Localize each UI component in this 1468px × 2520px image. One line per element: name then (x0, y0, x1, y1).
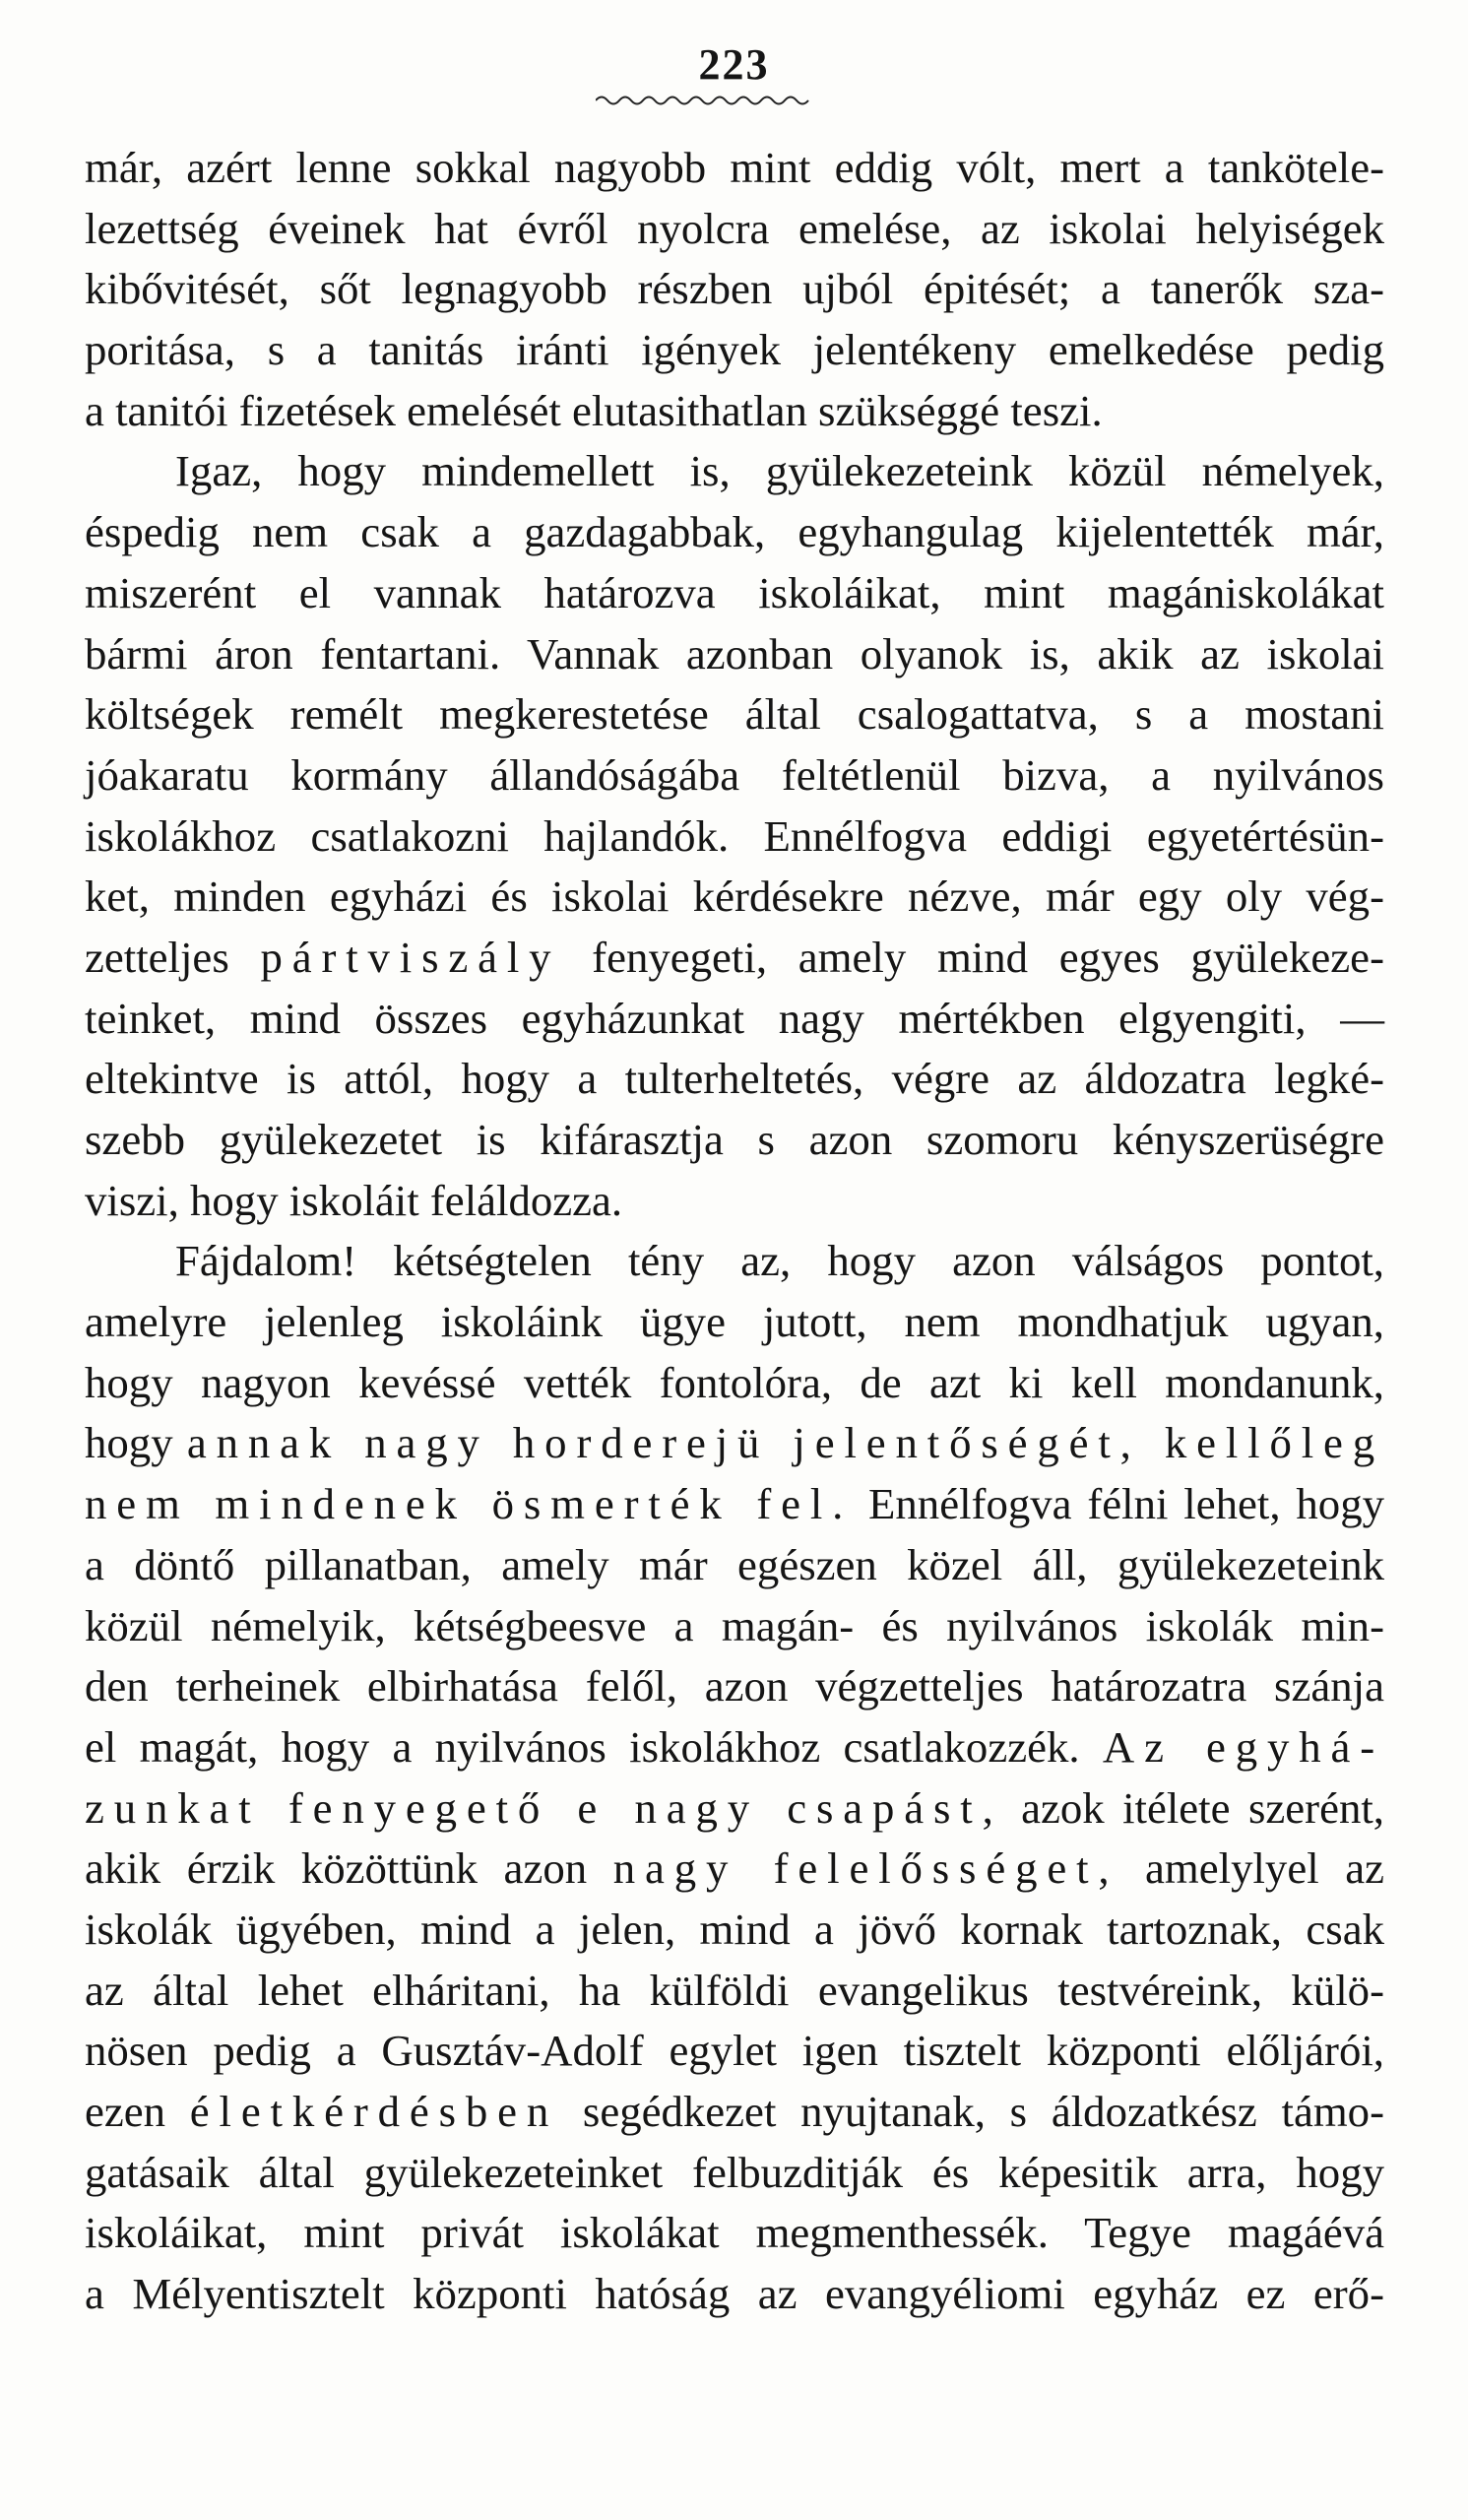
text-segment: teinket, mind összes egyházunkat nagy mértékben elgyengiti, — (85, 993, 1384, 1043)
text-line (85, 745, 1384, 807)
text-line (85, 1171, 1384, 1232)
text-line (85, 807, 1384, 868)
text-segment: akik érzik közöttünk azon (85, 1843, 613, 1894)
text-line (85, 1292, 1384, 1353)
text-line (85, 1353, 1384, 1414)
text-line (85, 1110, 1384, 1171)
text-line (85, 1778, 1384, 1840)
text-line (85, 1474, 1384, 1535)
text-segment: fenyegeti, amely mind egyes gyülekeze- (560, 932, 1384, 982)
body-text (85, 138, 1384, 2325)
text-segment: Fájdalom! kétségtelen tény az, hogy azon válságos pontot, (175, 1236, 1384, 1286)
text-segment: szebb gyülekezetet is kifárasztja s azon szomoru kényszerüségre (85, 1115, 1384, 1164)
text-segment: nösen pedig a Gusztáv-Adolf egylet igen tisztelt központi előljárói, (85, 2026, 1384, 2076)
spaced-emphasis: nagy felelősséget, (612, 1843, 1119, 1894)
text-line (85, 684, 1384, 745)
text-segment: közül némelyik, kétségbeesve a magán- és nyilvános iskolák min- (85, 1600, 1384, 1650)
text-segment: segédkezet nyujtanak, s áldozatkész támo- (558, 2087, 1384, 2136)
text-line (85, 2143, 1384, 2204)
page-number: 223 (698, 40, 770, 89)
text-segment: jóakaratu kormány állandóságába feltétlenül bizva, a nyilvános (85, 749, 1384, 800)
text-segment: Ennélfogva félni lehet, hogy (853, 1479, 1384, 1529)
text-segment: már, azért lenne sokkal nagyobb mint eddig vólt, mert a tankötele- (85, 143, 1384, 192)
text-line (85, 441, 1384, 502)
text-line (85, 2021, 1384, 2082)
text-segment: iskolák ügyében, mind a jelen, mind a jövő kornak tartoznak, csak (85, 1904, 1384, 1954)
text-segment: lezettség éveinek hat évről nyolcra emelése, az iskolai helyiségek (85, 203, 1384, 253)
text-segment: zetteljes (85, 932, 261, 982)
text-segment: gatásaik által gyülekezeteinket felbuzditják és képesitik arra, hogy (85, 2147, 1384, 2197)
text-segment: a döntő pillanatban, amely már egészen közel áll, gyülekezeteink (85, 1539, 1384, 1589)
text-line (85, 867, 1384, 928)
text-segment: kibővitését, sőt legnagyobb részben ujból épitését; a tanerők sza- (85, 264, 1384, 314)
text-segment: eltekintve is attól, hogy a tulterheltetés, végre az áldozatra legké- (85, 1054, 1384, 1104)
text-segment: bármi áron fentartani. Vannak azonban olyanok is, akik az iskolai (85, 628, 1384, 678)
spaced-emphasis: életkérdésben (189, 2087, 559, 2136)
text-line (85, 2203, 1384, 2264)
text-line (85, 1900, 1384, 1961)
text-line (85, 1717, 1384, 1778)
text-segment: poritása, s a tanitás iránti igények jelentékeny emelkedése pedig (85, 325, 1384, 375)
text-segment: Igaz, hogy mindemellett is, gyülekezeteink közül némelyek, (175, 446, 1384, 496)
text-line (85, 199, 1384, 260)
text-segment: viszi, hogy iskoláit feláldozza. (85, 1175, 623, 1225)
text-segment: ezen (85, 2087, 190, 2136)
text-segment: a tanitói fizetések emelését elutasithatlan szükséggé teszi. (85, 385, 1103, 435)
spaced-emphasis: Az egyhá- (1102, 1721, 1384, 1772)
text-segment: hogy (85, 1418, 187, 1468)
text-line (85, 1656, 1384, 1717)
text-segment: azok itélete szerént, (1002, 1782, 1384, 1833)
text-line (85, 320, 1384, 381)
wavy-ornament (596, 93, 812, 106)
text-segment: amelylyel az (1118, 1843, 1384, 1894)
text-segment: éspedig nem csak a gazdagabbak, egyhangulag kijelentették már, (85, 507, 1384, 557)
text-line (85, 259, 1384, 320)
text-segment: el magát, hogy a nyilvános iskolákhoz csatlakozzék. (85, 1721, 1103, 1772)
text-line (85, 1961, 1384, 2022)
text-line (85, 624, 1384, 685)
text-segment: iskoláikat, mint privát iskolákat megmenthessék. Tegye magáévá (85, 2208, 1384, 2258)
spaced-emphasis: pártviszály (260, 932, 561, 982)
text-segment: den terheinek elbirhatása felől, azon végzetteljes határozatra szánja (85, 1661, 1384, 1712)
text-line (85, 1413, 1384, 1474)
text-line (85, 928, 1384, 989)
spaced-emphasis: annak nagy horderejü jelentőségét, kellőleg (186, 1418, 1384, 1468)
spaced-emphasis: zunkat fenyegető e nagy csapást, (85, 1782, 1003, 1833)
text-line (85, 381, 1384, 442)
text-segment: amelyre jelenleg iskoláink ügye jutott, nem mondhatjuk ugyan, (85, 1297, 1384, 1347)
text-segment: iskolákhoz csatlakozni hajlandók. Ennélfogva eddigi egyetértésün- (85, 810, 1384, 861)
spaced-emphasis: nem mindenek ösmerték fel. (85, 1479, 854, 1529)
text-line (85, 1535, 1384, 1596)
text-segment: ket, minden egyházi és iskolai kérdésekre nézve, már egy oly vég- (85, 872, 1384, 922)
text-line (85, 989, 1384, 1050)
text-line (85, 1231, 1384, 1292)
text-line (85, 1049, 1384, 1110)
text-line (85, 138, 1384, 199)
text-segment: hogy nagyon kevéssé vették fontolóra, de azt ki kell mondanunk, (85, 1357, 1384, 1407)
text-line (85, 1839, 1384, 1900)
text-line (85, 1596, 1384, 1657)
text-line (85, 2082, 1384, 2143)
text-line (85, 563, 1384, 624)
text-segment: a Mélyentisztelt központi hatóság az evangyéliomi egyház ez erő- (85, 2269, 1384, 2319)
text-segment: az által lehet elháritani, ha külföldi evangelikus testvéreink, külö- (85, 1965, 1384, 2015)
text-line (85, 2264, 1384, 2325)
text-segment: költségek remélt megkerestetése által csalogattatva, s a mostani (85, 689, 1384, 740)
text-segment: miszerént el vannak határozva iskoláikat, mint magániskolákat (85, 567, 1384, 617)
text-line (85, 502, 1384, 563)
